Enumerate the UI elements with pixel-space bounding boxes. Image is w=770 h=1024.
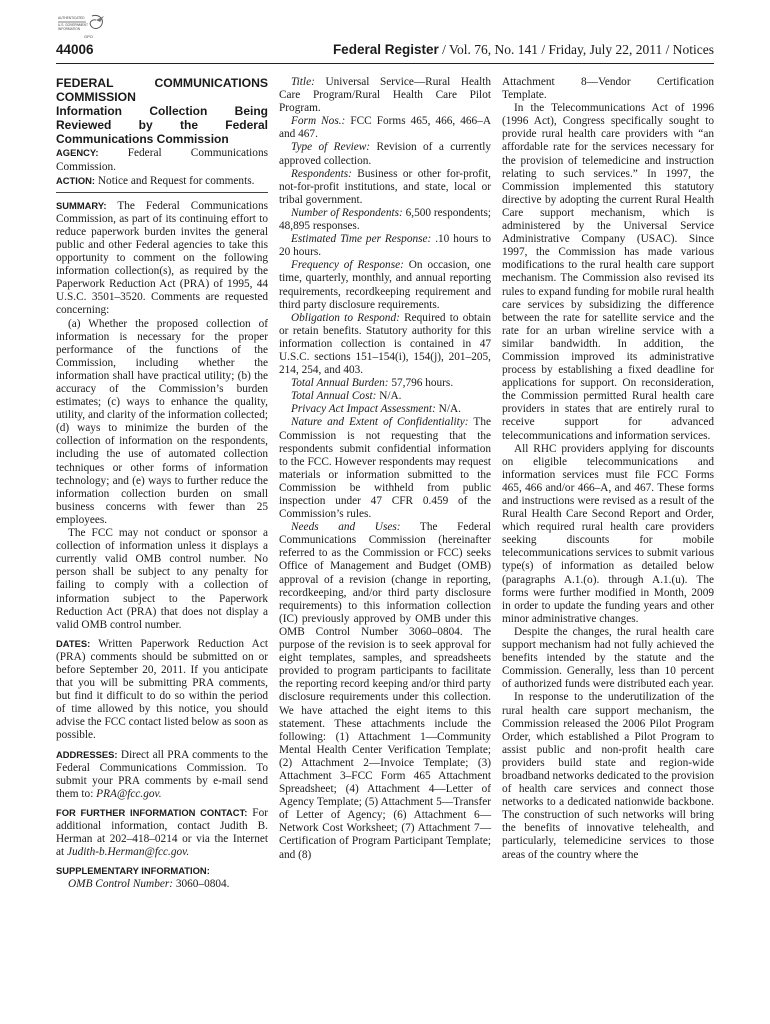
field-value: N/A. [435,403,461,416]
field-value: FCC Forms 465, 466, 466–A and 467. [279,115,491,141]
field-value: .10 hours to 20 hours. [279,233,491,259]
field-obligation [279,312,491,377]
running-head [333,42,714,58]
field-respondents [279,168,491,207]
summary-paragraph-2: (a) Whether the proposed collection of information is necessary for the proper performance of the functions of the Commission, including whether the information shall have practical utility; (b) the accuracy of the Commission’s burden estimates; (c) ways to enhance the quality, utility, and clarity of the information collected; (d) ways to minimize the burden of the collection of information on the respondents, including the use of automated collection techniques or other forms of information technology; and (e) ways to further reduce the information collection burden on small business concerns with fewer than 25 employees. [56,317,268,526]
page-header [56,42,714,64]
supplementary-info [56,864,268,878]
svg-text:INFORMATION: INFORMATION [58,27,81,31]
field-label: Number of Respondents: [291,206,403,219]
field-label: Respondents: [291,167,352,180]
omb-value: 3060–0804. [173,878,230,891]
field-label: Needs and Uses: [291,521,401,534]
field-label: Type of Review: [291,141,371,154]
column-3 [502,76,714,862]
summary-text: The Federal Communications Commission, as part of its continuing effort to reduce paperwork burden invites the general public and other Federal agencies to take this opportunity to comment on the following information collection(s), as required by the Paperwork Reduction Act (PRA) of 1995, 44 U.S.C. 3501–3520. Comments are requested concerning: [56,199,268,317]
field-total-burden [279,377,491,390]
field-value: The Federal Communications Commission (hereinafter referred to as the Commission or FCC) seeks Office of Management and Budget (OMB) approval of a revision (change in reporting, recordkeeping, and/or third party disclosure requirements) to this information collection (IC) previously approved by OMB under this OMB Control Number 3060–0804. The purpose of the revision is to seek approval for eight templates, samples, and spreadsheets provided to program participants to facilitate the reporting record keeping and/or third party disclosure requirements under this collection. We have attached the eight items to this statement. These attachments include the following: (1) Attachment 1—Community Mental Health Center Verification Template; (2) Attachment 2—Invoice Template; (3) Attachment 3–FCC Form 465 Attachment Spreadsheet; (4) Attachment 4—Letter of Agency Template; (5) Attachment 5—Transfer of Letter of Agency; (6) Attachment 6—Network Cost Worksheet; (7) Attachment 7—Certification of Program Participant Template; and (8) [279,521,491,861]
body-paragraph: Despite the changes, the rural health care support mechanism had not fully achieved the benefits intended by the statute and the Commission. Generally, less than 10 percent of authorized funds were distributed each year. [502,625,714,691]
field-label: Obligation to Respond: [291,311,400,324]
supplementary-label: SUPPLEMENTARY INFORMATION: [56,865,210,877]
field-value: Revision of a currently approved collection. [279,141,492,167]
field-type-of-review [279,141,491,167]
omb-label: OMB Control Number: [68,878,174,891]
action-line [56,174,268,188]
page-number: 44006 [56,42,94,57]
field-label: Form Nos.: [291,115,346,128]
summary-paragraph-3: The FCC may not conduct or sponsor a collection of information unless it displays a currently valid OMB control number. No person shall be subject to any penalty for failing to comply with a collection of information subject to the Paperwork Reduction Act (PRA) that does not display a valid OMB control number. [56,527,268,631]
field-label: Nature and Extent of Confidentiality: [291,416,469,429]
divider [56,192,268,193]
further-info-label: FOR FURTHER INFORMATION CONTACT: [56,806,248,818]
field-label: Privacy Act Impact Assessment: [291,403,436,416]
field-value: 57,796 hours. [388,377,454,390]
field-value: Business or other for-profit, not-for-profit institutions, and state, local or tribal government. [279,167,491,206]
dates-label: DATES: [56,637,91,649]
summary-label: SUMMARY: [56,199,107,211]
omb-control-number [56,878,268,891]
summary [56,199,268,318]
addresses [56,748,268,801]
svg-text:U.S. GOVERNMENT: U.S. GOVERNMENT [58,23,88,27]
agency-heading: FEDERAL COMMUNICATIONS COMMISSION [56,76,268,105]
field-label: Total Annual Burden: [291,377,389,390]
dates [56,637,268,743]
addresses-label: ADDRESSES: [56,748,118,760]
agency-label: AGENCY: [56,147,99,159]
field-needs-and-uses [279,521,491,861]
field-value: 6,500 respondents; 48,895 responses. [279,206,491,233]
body-paragraph: All RHC providers applying for discounts on eligible telecommunications and information services must file FCC Forms 465, 466 and/or 466–A, and 467. These forms and instructions were revised as a result of the Rural Health Care Second Report and Order, which required rural health care providers seeking discounts for mobile telecommunications services to submit various type(s) of information as detailed below (paragraphs A.1.(o). through A.1.(u). The forms were further modified in Month, 2009 in order to update the funding years and other minor administrative changes. [502,442,714,625]
issue-info: / Vol. 76, No. 141 / Friday, July 22, 2011 / Notices [438,42,714,57]
field-confidentiality [279,416,491,521]
field-value: The Commission is not requesting that the respondents submit confidential information to the FCC. However respondents may request materials or information submitted to the Commission be withheld from public inspection under 47 CFR 0.459 of the Commission’s rules. [279,416,491,521]
gpo-authenticated-logo [56,12,114,42]
svg-text:AUTHENTICATED: AUTHENTICATED [58,16,85,20]
field-label: Title: [291,76,315,88]
further-info-text: For additional information, contact Judith B. Herman at 202–418–0214 or via the Internet at [56,806,268,859]
field-value: On occasion, one time, quarterly, monthly, and annual reporting requirements, recordkeeping requirement and third party disclosure requirements. [279,259,491,311]
field-title [279,76,491,115]
notice-title: Information Collection Being Reviewed by the Federal Communications Commission [56,104,268,147]
journal-name: Federal Register [332,42,439,57]
field-label: Total Annual Cost: [291,390,377,403]
field-number-of-respondents [279,207,491,233]
field-label: Estimated Time per Response: [291,233,432,246]
field-privacy [279,403,491,416]
addresses-text: Direct all PRA comments to the Federal Communications Commission. To submit your PRA comments by e-mail send them to: [56,748,268,800]
field-value: Required to obtain or retain benefits. Statutory authority for this information collection is contained in 47 U.S.C. sections 151–154(i), 154(j), 201–205, 214, 254, and 403. [279,311,491,377]
addresses-email-link[interactable]: PRA@fcc.gov. [96,787,162,800]
agency-line [56,146,268,173]
further-info [56,806,268,859]
column-2 [279,76,491,862]
dates-text: Written Paperwork Reduction Act (PRA) comments should be submitted on or before September 20, 2011. If you anticipate that you will be submitting PRA comments, but find it difficult to do so within the period of time allowed by this notice, you should advise the FCC contact listed below as soon as possible. [56,637,268,742]
further-info-email-link[interactable]: Judith-b.Herman@fcc.gov. [66,846,190,859]
body-paragraph: In response to the underutilization of the rural health care support mechanism, the Commission released the 2006 Pilot Program Order, which established a Pilot Program to assist public and non-profit health care providers build state and region-wide broadband networks dedicated to the provision of health care services and connect those networks to a dedicated nationwide backbone. The construction of such networks will bring the benefits of innovative telehealth, and particularly, telemedicine services to those areas of the country where the [502,691,714,861]
field-estimated-time [279,233,491,259]
column-1 [56,76,268,891]
field-form-nos [279,115,491,141]
field-value: N/A. [376,390,402,403]
field-label: Frequency of Response: [291,259,404,272]
body-paragraph: Attachment 8—Vendor Certification Template. [502,76,714,102]
body-paragraph: In the Telecommunications Act of 1996 (1996 Act), Congress specifically sought to provide rural health care providers with “an affordable rate for the services necessary for the provision of telemedicine and instruction relating to such services.” In 1997, the Commission implemented this statutory directive by adopting the current Rural Health Care support mechanism, which is administered by the Universal Service Administrative Company (USAC). Since 1997, the Commission has made various modifications to the rural health care support mechanism. The Commission also revised its rules to expand funding for mobile rural health care services by subsidizing the difference between the rate for satellite service and the rate for an urban wireline service with a similar bandwidth. In addition, the Commission improved its administrative process by establishing a fixed deadline for applications for support. On reconsideration, the Commission permitted Rural health care providers in states that are entirely rural to receive support for advanced telecommunications and information services. [502,102,714,442]
field-frequency [279,259,491,311]
action-text: Notice and Request for comments. [95,174,255,187]
agency-text: Federal Communications Commission. [56,147,268,173]
field-total-cost [279,390,491,403]
field-value: Universal Service—Rural Health Care Program/Rural Health Care Pilot Program. [279,76,491,115]
svg-text:GPO: GPO [84,34,93,39]
action-label: ACTION: [56,174,96,186]
